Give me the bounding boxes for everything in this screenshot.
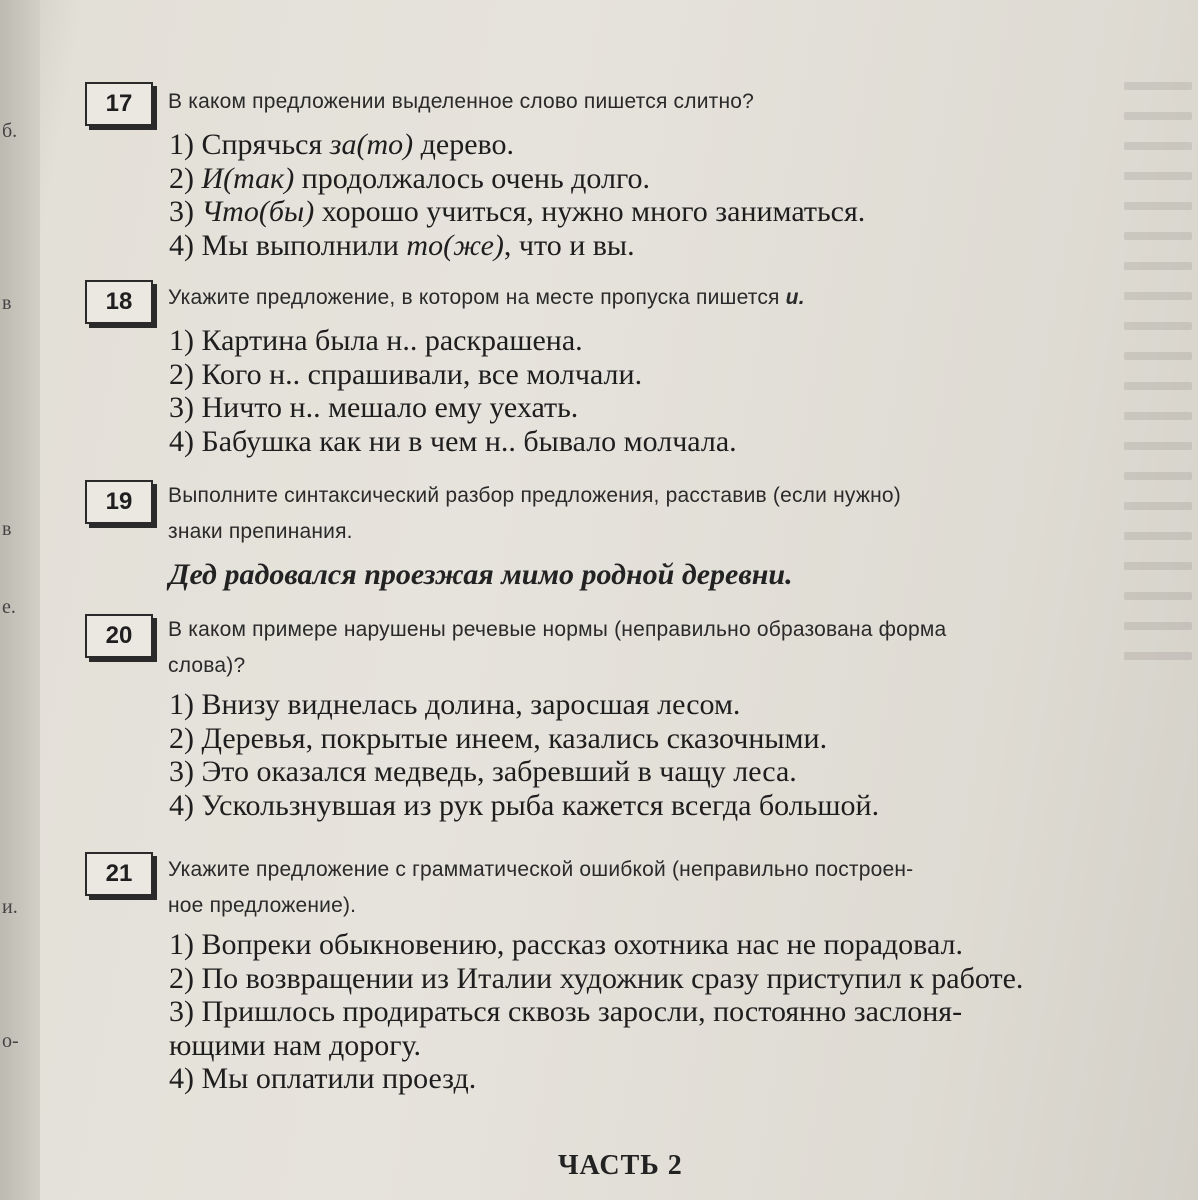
option-2: 2) Деревья, покрытые инеем, казались сказочными. (169, 721, 828, 755)
option-3: 3) Что(бы) хорошо учиться, нужно много заниматься. (169, 195, 866, 228)
task-question: В каком примере нарушены речевые нормы (неправильно образована форма слова)? (168, 618, 947, 677)
task-question: Укажите предложение, в котором на месте пропуска пишется и. (168, 286, 805, 309)
option-3: 3) Пришлось продираться сквозь заросли, постоянно заслоня- (169, 995, 963, 1028)
option-1: 1) Вопреки обыкновению, рассказ охотника нас не порадовал. (169, 928, 963, 961)
task-question: В каком предложении выделенное слово пишется слитно? (168, 90, 755, 113)
gutter-fragment: и. (2, 896, 18, 918)
task-question: Укажите предложение с грамматической ошибкой (неправильно построен- ное предложение). (168, 858, 914, 917)
task-sentence: Дед радовался проезжая мимо родной деревни. (169, 558, 793, 591)
task-options (169, 324, 1165, 458)
task-options (169, 688, 1165, 822)
option-1: 1) Картина была н.. раскрашена. (169, 324, 583, 357)
option-2: 2) По возвращении из Италии художник сразу приступил к работе. (169, 961, 1024, 995)
option-4: 4) Мы выполнили то(же), что и вы. (169, 228, 635, 262)
gutter-fragment: б. (2, 120, 18, 142)
task-number: 18 (85, 280, 153, 324)
gutter-fragment: в (2, 518, 12, 540)
section-heading: ЧАСТЬ 2 (558, 1150, 683, 1181)
gutter-fragment: е. (2, 596, 16, 618)
option-2: 2) И(так) продолжалось очень долго. (169, 161, 651, 195)
option-4: 4) Ускользнувшая из рук рыба кажется всегда большой. (169, 788, 880, 822)
gutter-fragment: в (2, 292, 12, 314)
option-2: 2) Кого н.. спрашивали, все молчали. (169, 357, 643, 391)
option-4: 4) Бабушка как ни в чем н.. бывало молчала. (169, 424, 737, 458)
option-1: 1) Внизу виднелась долина, заросшая лесом. (169, 688, 741, 721)
option-4: 4) Мы оплатили проезд. (169, 1062, 477, 1095)
task-options (169, 128, 1165, 262)
previous-page-edge (0, 0, 40, 1200)
option-1: 1) Спрячься за(то) дерево. (169, 128, 514, 161)
task-options (169, 928, 1165, 1096)
task-number: 20 (85, 614, 153, 658)
task-question: Выполните синтаксический разбор предложения, расставив (если нужно) знаки препинания. (168, 484, 901, 543)
gutter-fragment: о- (2, 1030, 19, 1052)
task-number: 19 (85, 480, 153, 524)
task-number: 17 (85, 82, 153, 126)
option-3-continued: ющими нам дорогу. (169, 1028, 422, 1062)
option-3: 3) Ничто н.. мешало ему уехать. (169, 391, 579, 424)
option-3: 3) Это оказался медведь, забревший в чащу леса. (169, 755, 797, 788)
task-number: 21 (85, 852, 153, 896)
